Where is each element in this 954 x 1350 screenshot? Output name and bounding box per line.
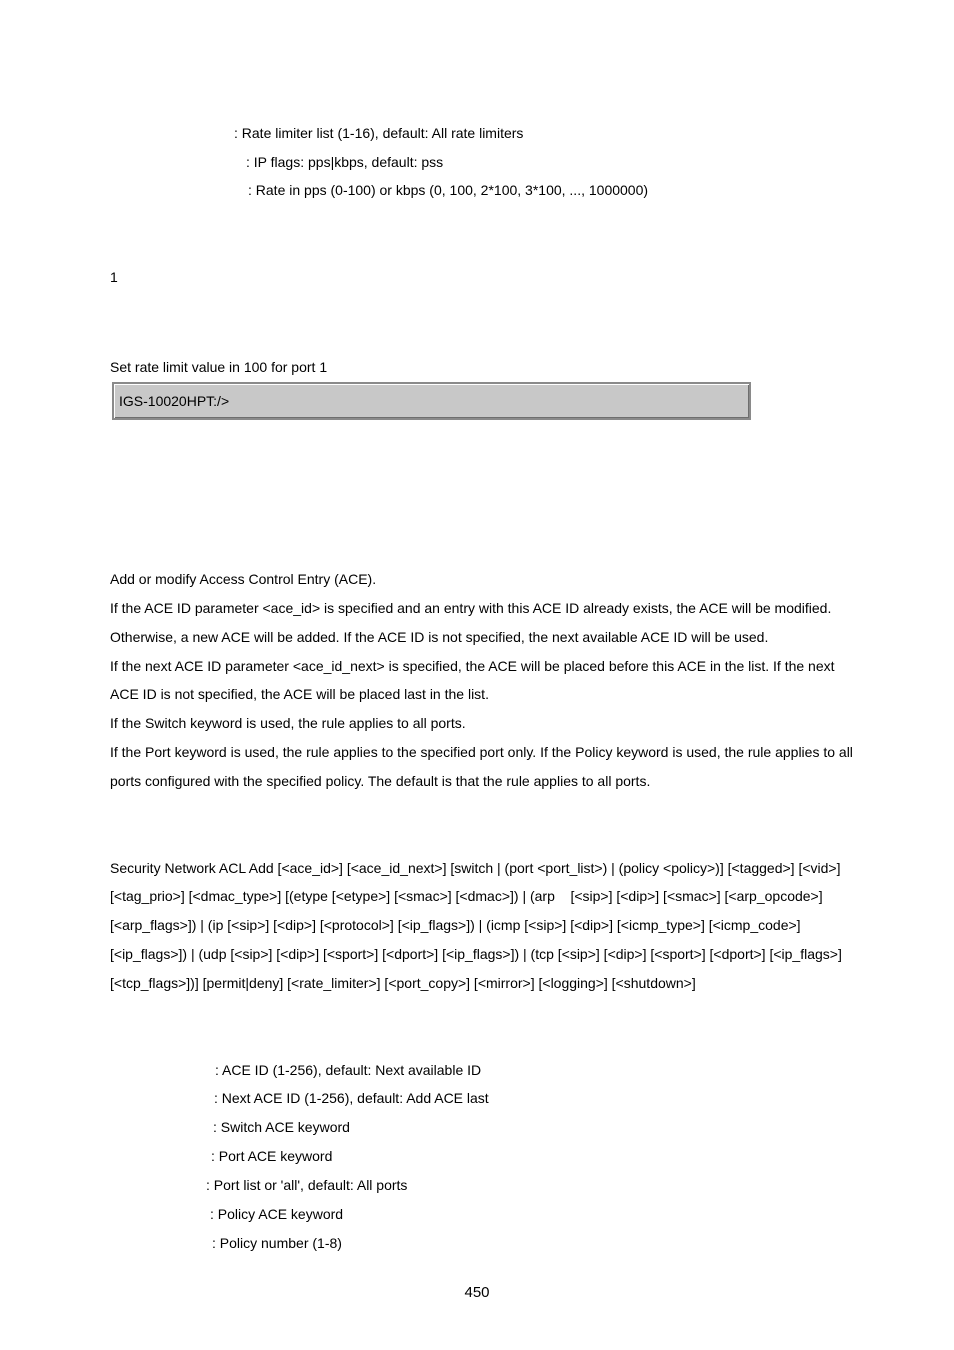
syntax-line: [<arp_flags>]) | (ip [<sip>] [<dip>] [<protocol>] [<ip_flags>]) | (icmp [<sip>] [<dip>] [<icmp_type>] [<icmp_code>] <box>110 917 801 933</box>
description-line: ACE ID is not specified, the ACE will be placed last in the list. <box>110 686 489 702</box>
param-ip-flags: : IP flags: pps|kbps, default: pss <box>246 154 444 170</box>
description-line: Add or modify Access Control Entry (ACE). <box>110 571 377 587</box>
param-rate: : Rate in pps (0-100) or kbps (0, 100, 2*100, 3*100, ..., 1000000) <box>248 182 649 198</box>
syntax-line: Security Network ACL Add [<ace_id>] [<ace_id_next>] [switch | (port <port_list>) | (policy <policy>)] [<tagged>] [<vid>] <box>110 860 841 876</box>
param-rate-limiter-list: : Rate limiter list (1-16), default: All rate limiters <box>234 125 524 141</box>
example-caption: Set rate limit value in 100 for port 1 <box>110 359 328 375</box>
param-port: : Port ACE keyword <box>211 1148 333 1164</box>
console-prompt: IGS-10020HPT:/> <box>119 393 230 409</box>
syntax-line: [<tag_prio>] [<dmac_type>] [(etype [<etype>] [<smac>] [<dmac>]) | (arp [<sip>] [<dip>] [<smac>] [<arp_opcode>] <box>110 888 823 904</box>
description-line: If the Port keyword is used, the rule applies to the specified port only. If the Policy keyword is used, the rule applies to all <box>110 744 853 760</box>
param-ace-id-next: : Next ACE ID (1-256), default: Add ACE last <box>214 1090 489 1106</box>
page-number: 450 <box>464 1284 490 1301</box>
default-value: 1 <box>110 269 118 285</box>
param-policy-number: : Policy number (1-8) <box>212 1235 342 1251</box>
syntax-line: [<ip_flags>]) | (udp [<sip>] [<dip>] [<sport>] [<dport>] [<ip_flags>]) | (tcp [<sip>] [<dip>] [<sport>] [<dport>] [<ip_flags>] <box>110 946 842 962</box>
syntax-line: [<tcp_flags>])] [permit|deny] [<rate_limiter>] [<port_copy>] [<mirror>] [<logging>] [<shutdown>] <box>110 975 696 991</box>
description-line: If the next ACE ID parameter <ace_id_next> is specified, the ACE will be placed before this ACE in the list. If the next <box>110 658 835 674</box>
param-port-list: : Port list or 'all', default: All ports <box>206 1177 408 1193</box>
param-policy: : Policy ACE keyword <box>210 1206 344 1222</box>
param-ace-id: : ACE ID (1-256), default: Next available ID <box>215 1062 482 1078</box>
description-line: ports configured with the specified policy. The default is that the rule applies to all ports. <box>110 773 651 789</box>
description-line: If the Switch keyword is used, the rule applies to all ports. <box>110 715 466 731</box>
description-line: If the ACE ID parameter <ace_id> is specified and an entry with this ACE ID already exists, the ACE will be modified. <box>110 600 832 616</box>
description-line: Otherwise, a new ACE will be added. If the ACE ID is not specified, the next available ACE ID will be used. <box>110 629 769 645</box>
console-box <box>112 382 751 420</box>
param-switch: : Switch ACE keyword <box>213 1119 350 1135</box>
